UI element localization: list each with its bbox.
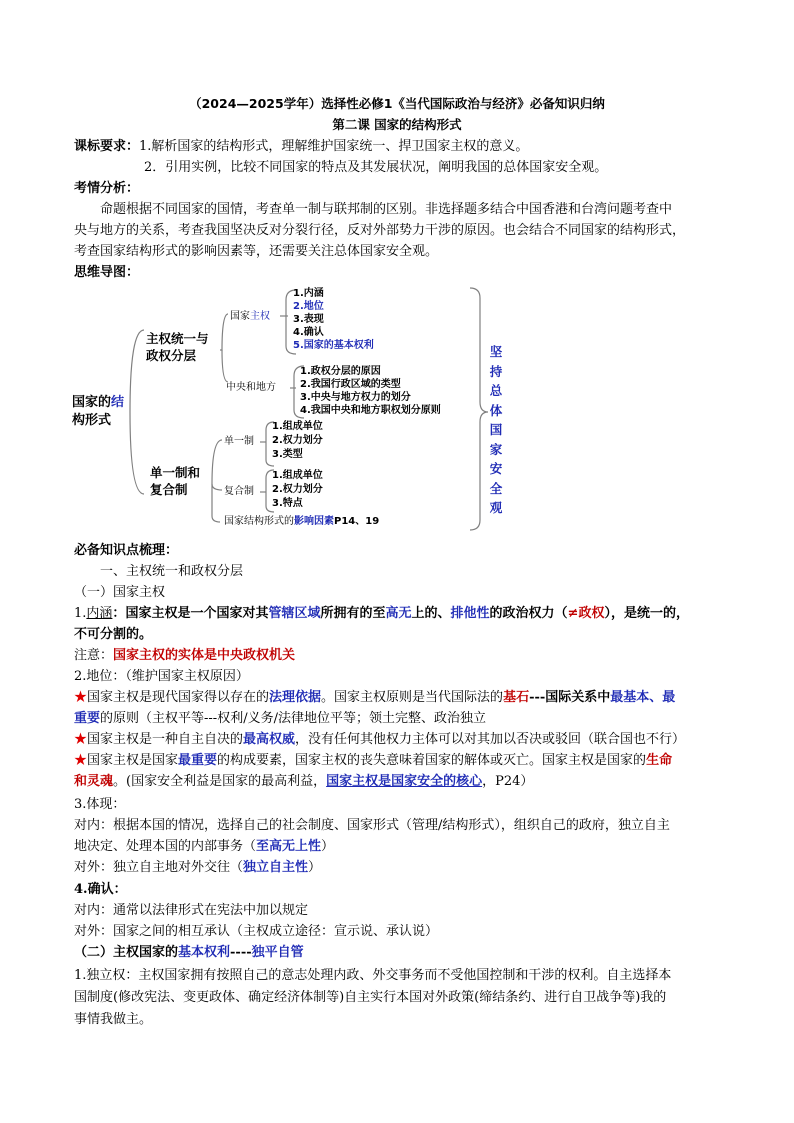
p2-line-1	[74, 688, 675, 708]
branch-2-line-a: 单一制和	[150, 465, 201, 480]
mind-map	[60, 284, 520, 534]
structure-factors-c: P14、19	[334, 516, 380, 527]
p2-l3-c: ，没有任何其他权力主体可以对其加以否决或驳回（联合国也不行）	[295, 732, 686, 747]
p2-l4-c: 的构成要素，国家主权的丧失意味着国家的解体或灭亡。国家主权是国家的	[217, 753, 647, 768]
unitary-item-2: 2.权力划分	[272, 435, 323, 446]
compound-item-1: 1.组成单位	[272, 470, 323, 481]
sub-national-sovereignty	[230, 310, 270, 324]
p4-heading-text: 4.确认：	[74, 882, 127, 897]
p3-line-1: 对内：根据本国的情况，选择自己的社会制度、国家形式（管理/结构形式），组织自己的政府，独立自主	[74, 818, 670, 833]
star-icon: ★	[74, 732, 88, 747]
p3-heading: 3.体现：	[74, 797, 126, 812]
side-note-security: 坚持总体国家安全观	[489, 344, 503, 515]
p2-l5-d: ，P24）	[482, 774, 534, 789]
subsection-2-title	[74, 943, 304, 963]
p2-l5-a: 和灵魂	[74, 774, 114, 789]
sub-unitary: 单一制	[224, 436, 254, 447]
p2-l4-a: 国家主权是国家	[87, 753, 179, 768]
sovereignty-item-5	[293, 340, 374, 353]
sub-national-sovereignty-a: 国家	[230, 311, 250, 322]
p1-i: ），是统一的，	[604, 606, 689, 621]
p2-line-3	[74, 730, 685, 750]
lesson-title: 第二课 国家的结构形式	[332, 117, 462, 132]
p1-num: 1.	[74, 606, 87, 621]
standards-line-1	[74, 137, 528, 157]
sub-central-local: 中央和地方	[226, 382, 276, 393]
structure-factors	[224, 515, 379, 529]
sub2-a: （二）主权国家的	[74, 945, 179, 960]
p1-g: 的政治权力（	[489, 606, 568, 621]
p3-l3-b: 独立自主性	[243, 860, 309, 875]
root-text-c: 构形式	[72, 413, 112, 428]
p2-l1-c: 。国家主权原则是当代国际法的	[321, 690, 504, 705]
p3-l2-a: 地决定、处理本国的内部事务（	[74, 839, 257, 854]
root-text-a: 国家的	[72, 395, 112, 410]
sovereignty-item-5-text: 5.国家的基本权利	[293, 340, 374, 351]
p2-l1-e: ---国际关系中	[529, 690, 611, 705]
p2-l2-b: 的原则（主权平等---权利/义务/法律地位平等；领土完整、政治独立	[100, 711, 486, 726]
p1-f: 排他性	[450, 606, 490, 621]
p4-line-1: 对内：通常以法律形式在宪法中加以规定	[74, 903, 309, 918]
p5-line-2: 国制度(修改宪法、变更政体、确定经济体制等)自主实行本国对外政策(缔结条约、进行自卫战争等)我的	[74, 990, 667, 1005]
note-label: 注意：	[74, 648, 114, 663]
root-text-b: 结	[111, 395, 125, 410]
central-local-item-1: 1.政权分层的原因	[300, 366, 381, 377]
note-text: 国家主权的实体是中央政权机关	[113, 648, 296, 663]
sub2-b: 基本权利	[178, 945, 231, 960]
star-icon: ★	[74, 690, 88, 705]
sovereignty-item-2: 2.地位	[293, 301, 324, 312]
p2-l1-f: 最基本、最	[610, 690, 676, 705]
analysis-line-1: 命题根据不同国家的国情，考查单一制与联邦制的区别。非选择题多结合中国香港和台湾问题考查中	[100, 202, 673, 217]
note-line	[74, 646, 295, 666]
p2-line-4	[74, 751, 672, 771]
sub2-d: 独平自管	[251, 945, 304, 960]
unitary-item-1: 1.组成单位	[272, 421, 323, 432]
p2-l1-a: 国家主权是现代国家得以存在的	[87, 690, 270, 705]
star-icon: ★	[74, 753, 88, 768]
p2-heading: 2.地位：（维护国家主权原因）	[74, 669, 249, 684]
p2-l4-d: 生命	[646, 753, 673, 768]
document-title: （2024—2025学年）选择性必修1《当代国际政治与经济》必备知识归纳	[189, 96, 605, 111]
p3-l3-a: 对外：独立自主地对外交往（	[74, 860, 244, 875]
p1-line-2: 不可分割的。	[74, 627, 153, 642]
compound-item-2: 2.权力划分	[272, 484, 323, 495]
unitary-item-3: 3.类型	[272, 449, 303, 460]
branch-1-line-b: 政权分层	[146, 348, 197, 363]
analysis-line-2: 央与地方的关系，考查我国坚决反对分裂行径，反对外部势力干涉的原因。也会结合不同国家的结构形式，	[74, 223, 686, 238]
sovereignty-item-4: 4.确认	[293, 327, 324, 338]
p1-b: 管辖区域	[268, 606, 321, 621]
analysis-line-3: 考查国家结构形式的影响因素等，还需要关注总体国家安全观。	[74, 244, 439, 259]
subsection-1-title: （一）国家主权	[74, 585, 166, 600]
p1-h: ≠政权	[567, 606, 605, 621]
p1-line-1	[74, 604, 689, 624]
p1-a: 国家主权是一个国家对其	[125, 606, 269, 621]
p3-line-3	[74, 858, 321, 878]
mind-map-root	[72, 394, 124, 412]
standards-item-1: 1.解析国家的结构形式，理解维护国家统一、捍卫国家主权的意义。	[139, 139, 529, 154]
knowledge-label: 必备知识点梳理：	[74, 543, 179, 558]
p2-l5-b: 。(国家安全利益是国家的最高利益，	[113, 774, 327, 789]
analysis-label: 考情分析：	[74, 181, 140, 196]
structure-factors-b: 影响因素	[294, 516, 334, 527]
p1-d: 高无	[385, 606, 412, 621]
p5-line-3: 事情我做主。	[74, 1012, 153, 1027]
central-local-item-2: 2.我国行政区域的类型	[300, 379, 401, 390]
p3-line-2	[74, 837, 334, 857]
p2-l5-c: 国家主权是国家安全的核心	[326, 774, 483, 789]
mind-map-connectors	[60, 284, 520, 534]
p3-l2-b: 至高无上性	[256, 839, 322, 854]
sub2-c: ----	[230, 945, 252, 960]
p2-line-5	[74, 772, 533, 792]
p5-line-1: 1.独立权：主权国家拥有按照自己的意志处理内政、外交事务而不受他国控制和干涉的权利。自主选择本	[74, 968, 672, 983]
p1-c: 所拥有的至	[320, 606, 386, 621]
standards-item-2: 2．引用实例，比较不同国家的特点及其发展状况，阐明我国的总体国家安全观。	[144, 160, 608, 175]
mindmap-label: 思维导图：	[74, 265, 140, 280]
sub-national-sovereignty-b: 主权	[250, 311, 270, 322]
p2-l3-b: 最高权威	[243, 732, 296, 747]
branch-1-line-a: 主权统一与	[146, 331, 209, 346]
structure-factors-a: 国家结构形式的	[224, 516, 294, 527]
p2-l1-b: 法理依据	[269, 690, 322, 705]
p4-heading	[74, 880, 127, 900]
sub-compound: 复合制	[224, 486, 254, 497]
central-local-item-3: 3.中央与地方权力的划分	[300, 392, 411, 403]
p2-l2-a: 重要	[74, 711, 101, 726]
compound-item-3: 3.特点	[272, 498, 303, 509]
p4-line-2: 对外：国家之间的相互承认（主权成立途径：宣示说、承认说）	[74, 924, 439, 939]
sovereignty-item-1: 1.内涵	[293, 288, 324, 299]
p2-line-2	[74, 709, 486, 729]
central-local-item-4: 4.我国中央和地方职权划分原则	[300, 405, 441, 416]
p3-l2-c: ）	[321, 839, 335, 854]
p2-l3-a: 国家主权是一种自主自决的	[87, 732, 244, 747]
p1-colon: ：	[112, 606, 126, 621]
p2-l1-d: 基石	[503, 690, 530, 705]
section-1-title: 一、主权统一和政权分层	[100, 564, 244, 579]
sovereignty-item-3: 3.表现	[293, 314, 324, 325]
p1-key: 内涵	[86, 606, 113, 621]
p3-l3-c: ）	[308, 860, 322, 875]
standards-label: 课标要求：	[74, 139, 140, 154]
branch-2-line-b: 复合制	[150, 482, 188, 497]
p1-e: 上的、	[411, 606, 451, 621]
p2-l4-b: 最重要	[178, 753, 218, 768]
